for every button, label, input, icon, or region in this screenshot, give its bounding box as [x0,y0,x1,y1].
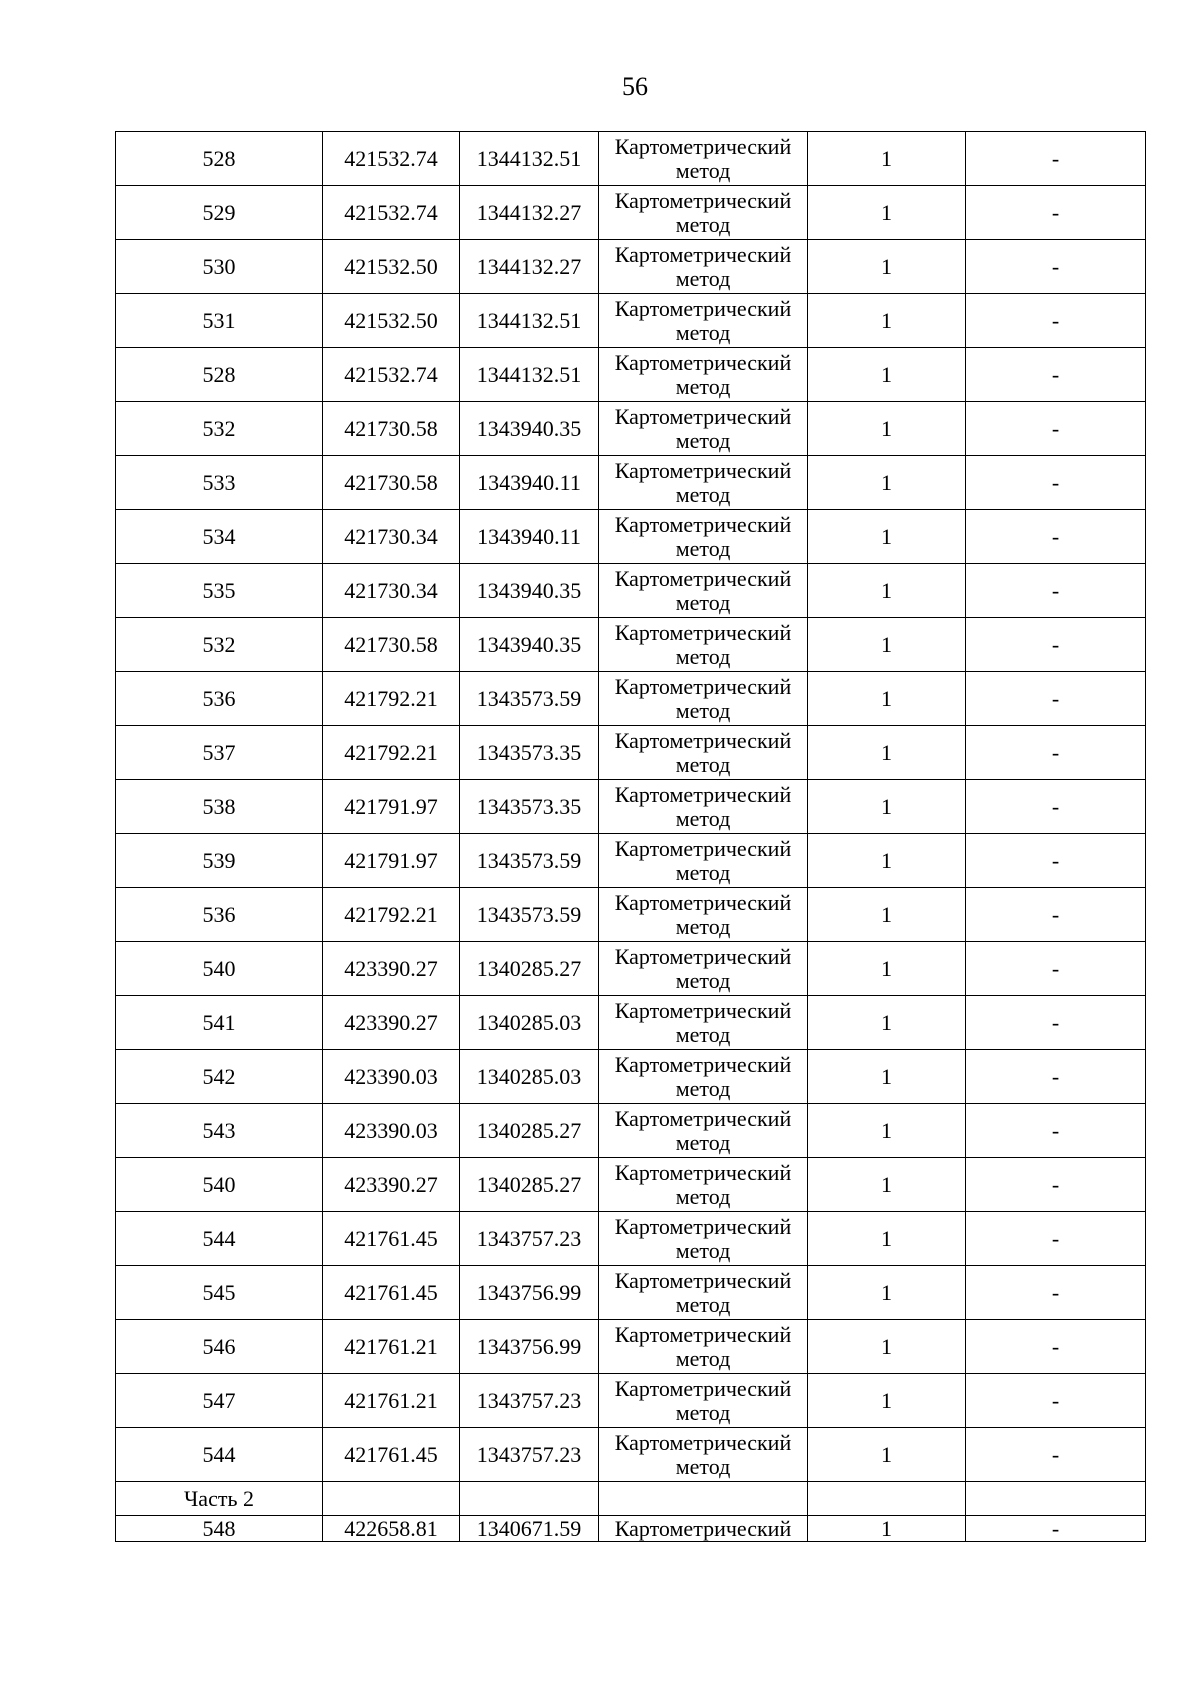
y-coordinate-cell: 1344132.27 [460,186,599,240]
method-word: метод [675,859,731,885]
method-word: метод [675,751,731,777]
method-cell [599,780,808,834]
y-coordinate-cell: 1343757.23 [460,1374,599,1428]
accuracy-cell: 1 [808,348,966,402]
x-coordinate-cell: 421730.58 [323,456,460,510]
note-cell: - [966,1428,1146,1482]
method-name: Картометрический [614,511,792,537]
method-word: метод [675,535,731,561]
point-number-cell: 540 [116,1158,323,1212]
accuracy-cell: 1 [808,834,966,888]
method-cell [599,1158,808,1212]
coordinates-table [115,131,1146,1542]
y-coordinate-cell: 1344132.51 [460,348,599,402]
table-row [116,456,1146,510]
table-row [116,618,1146,672]
note-cell: - [966,780,1146,834]
accuracy-cell: 1 [808,402,966,456]
note-cell: - [966,186,1146,240]
method-cell [599,240,808,294]
method-word: метод [675,1021,731,1047]
method-cell [599,726,808,780]
accuracy-cell: 1 [808,510,966,564]
method-word: метод [675,589,731,615]
method-word: метод [675,805,731,831]
method-name: Картометрический [614,997,792,1023]
point-number-cell: 547 [116,1374,323,1428]
table-row [116,402,1146,456]
note-cell: - [966,942,1146,996]
method-cell: Картометрический [599,1516,808,1542]
accuracy-cell: 1 [808,996,966,1050]
method-cell [599,132,808,186]
accuracy-cell: 1 [808,294,966,348]
y-coordinate-cell: 1343573.59 [460,834,599,888]
method-name: Картометрический [614,1429,792,1455]
x-coordinate-cell: 423390.03 [323,1104,460,1158]
point-number-cell: 534 [116,510,323,564]
y-coordinate-cell: 1343940.35 [460,402,599,456]
method-cell [599,510,808,564]
point-number-cell: 533 [116,456,323,510]
method-word: метод [675,1075,731,1101]
y-coordinate-cell: 1340285.27 [460,1104,599,1158]
table-row [116,132,1146,186]
note-cell: - [966,402,1146,456]
method-name: Картометрический [614,187,792,213]
method-word: метод [675,913,731,939]
point-number-cell: 528 [116,348,323,402]
method-cell [599,996,808,1050]
point-number-cell: 540 [116,942,323,996]
method-word: метод [675,481,731,507]
table-row [116,1050,1146,1104]
method-word: метод [675,157,731,183]
table-row [116,240,1146,294]
method-name: Картометрический [614,241,792,267]
note-cell: - [966,726,1146,780]
table-row [116,888,1146,942]
x-coordinate-cell: 421532.74 [323,186,460,240]
method-word: метод [675,967,731,993]
table-row [116,186,1146,240]
y-coordinate-cell: 1343757.23 [460,1428,599,1482]
accuracy-cell: 1 [808,1104,966,1158]
method-word: метод [675,697,731,723]
point-number-cell: 528 [116,132,323,186]
method-cell [599,672,808,726]
point-number-cell: 532 [116,618,323,672]
note-cell: - [966,996,1146,1050]
x-coordinate-cell: 421532.50 [323,240,460,294]
table-row [116,1516,1146,1542]
method-name: Картометрический [614,781,792,807]
accuracy-cell: 1 [808,1374,966,1428]
method-cell [599,294,808,348]
accuracy-cell: 1 [808,1050,966,1104]
method-word: метод [675,1399,731,1425]
method-cell [599,1374,808,1428]
y-coordinate-cell: 1344132.51 [460,294,599,348]
accuracy-cell: 1 [808,1158,966,1212]
y-coordinate-cell: 1343757.23 [460,1212,599,1266]
table-row [116,348,1146,402]
table-row [116,996,1146,1050]
x-coordinate-cell: 421761.45 [323,1428,460,1482]
point-number-cell: 541 [116,996,323,1050]
method-cell [599,402,808,456]
point-number-cell: 536 [116,888,323,942]
accuracy-cell: 1 [808,726,966,780]
method-name: Картометрический [614,133,792,159]
method-word: метод [675,1183,731,1209]
method-name: Картометрический [614,403,792,429]
y-coordinate-cell: 1340285.03 [460,996,599,1050]
method-name: Картометрический [614,295,792,321]
accuracy-cell: 1 [808,1428,966,1482]
method-name: Картометрический [614,1375,792,1401]
point-number-cell: 539 [116,834,323,888]
table-row [116,726,1146,780]
x-coordinate-cell: 421730.34 [323,564,460,618]
section-row [116,1482,1146,1516]
point-number-cell: 544 [116,1428,323,1482]
method-name: Картометрический [614,943,792,969]
x-coordinate-cell: 421761.45 [323,1266,460,1320]
method-cell [599,564,808,618]
y-coordinate-cell: 1343756.99 [460,1266,599,1320]
table-row [116,1104,1146,1158]
note-cell: - [966,1050,1146,1104]
method-word: метод [675,643,731,669]
note-cell: - [966,240,1146,294]
table-row [116,1212,1146,1266]
method-word: метод [675,265,731,291]
accuracy-cell: 1 [808,456,966,510]
y-coordinate-cell: 1340285.03 [460,1050,599,1104]
note-cell: - [966,888,1146,942]
y-coordinate-cell: 1343940.35 [460,564,599,618]
method-cell [599,1266,808,1320]
x-coordinate-cell: 423390.27 [323,1158,460,1212]
method-name: Картометрический [614,1105,792,1131]
table-row [116,1266,1146,1320]
x-coordinate-cell: 421730.34 [323,510,460,564]
note-cell: - [966,456,1146,510]
y-coordinate-cell: 1340671.59 [460,1516,599,1542]
accuracy-cell: 1 [808,1320,966,1374]
point-number-cell: 545 [116,1266,323,1320]
point-number-cell: 546 [116,1320,323,1374]
note-cell: - [966,132,1146,186]
accuracy-cell: 1 [808,1266,966,1320]
method-word: метод [675,1291,731,1317]
method-cell [599,1212,808,1266]
method-cell [599,1320,808,1374]
point-number-cell: 536 [116,672,323,726]
y-coordinate-cell: 1343756.99 [460,1320,599,1374]
table-row [116,942,1146,996]
point-number-cell: 537 [116,726,323,780]
x-coordinate-cell: 421791.97 [323,780,460,834]
table-row [116,834,1146,888]
method-cell [599,456,808,510]
x-coordinate-cell: 421791.97 [323,834,460,888]
method-word: метод [675,1129,731,1155]
table-row [116,1428,1146,1482]
method-name: Картометрический [614,619,792,645]
x-coordinate-cell: 421761.45 [323,1212,460,1266]
method-word: метод [675,427,731,453]
x-coordinate-cell: 422658.81 [323,1516,460,1542]
method-name: Картометрический [614,1213,792,1239]
table-row [116,780,1146,834]
note-cell: - [966,1104,1146,1158]
method-name: Картометрический [614,565,792,591]
note-cell: - [966,294,1146,348]
empty-cell [966,1482,1146,1516]
method-name: Картометрический [614,889,792,915]
y-coordinate-cell: 1343573.35 [460,726,599,780]
method-name: Картометрический [614,1051,792,1077]
method-word: метод [675,319,731,345]
method-cell [599,1050,808,1104]
y-coordinate-cell: 1344132.51 [460,132,599,186]
point-number-cell: 542 [116,1050,323,1104]
note-cell: - [966,564,1146,618]
table-row [116,1374,1146,1428]
note-cell: - [966,1516,1146,1542]
method-word: метод [675,211,731,237]
table-row [116,1158,1146,1212]
accuracy-cell: 1 [808,186,966,240]
method-cell [599,618,808,672]
table-row [116,672,1146,726]
method-cell [599,186,808,240]
method-cell [599,942,808,996]
note-cell: - [966,672,1146,726]
method-word: метод [675,373,731,399]
x-coordinate-cell: 421730.58 [323,402,460,456]
method-name: Картометрический [614,727,792,753]
y-coordinate-cell: 1340285.27 [460,942,599,996]
accuracy-cell: 1 [808,1516,966,1542]
accuracy-cell: 1 [808,132,966,186]
note-cell: - [966,1158,1146,1212]
x-coordinate-cell: 421532.74 [323,132,460,186]
note-cell: - [966,1320,1146,1374]
y-coordinate-cell: 1343940.11 [460,456,599,510]
accuracy-cell: 1 [808,888,966,942]
method-cell [599,1428,808,1482]
page-number: 56 [622,72,648,101]
section-label: Часть 2 [116,1482,323,1516]
coordinates-table-body [116,132,1146,1542]
point-number-cell: 538 [116,780,323,834]
note-cell: - [966,510,1146,564]
empty-cell [460,1482,599,1516]
point-number-cell: 543 [116,1104,323,1158]
accuracy-cell: 1 [808,618,966,672]
accuracy-cell: 1 [808,240,966,294]
x-coordinate-cell: 423390.27 [323,942,460,996]
accuracy-cell: 1 [808,780,966,834]
x-coordinate-cell: 421761.21 [323,1320,460,1374]
note-cell: - [966,618,1146,672]
x-coordinate-cell: 421761.21 [323,1374,460,1428]
empty-cell [808,1482,966,1516]
method-name: Картометрический [614,835,792,861]
method-name: Картометрический [614,457,792,483]
accuracy-cell: 1 [808,564,966,618]
empty-cell [323,1482,460,1516]
method-name: Картометрический [614,1267,792,1293]
x-coordinate-cell: 421532.50 [323,294,460,348]
point-number-cell: 529 [116,186,323,240]
method-cell [599,834,808,888]
y-coordinate-cell: 1344132.27 [460,240,599,294]
method-name: Картометрический [614,673,792,699]
point-number-cell: 532 [116,402,323,456]
table-row [116,510,1146,564]
x-coordinate-cell: 423390.03 [323,1050,460,1104]
method-name: Картометрический [614,349,792,375]
table-row [116,294,1146,348]
empty-cell [599,1482,808,1516]
note-cell: - [966,1374,1146,1428]
y-coordinate-cell: 1343573.35 [460,780,599,834]
method-cell [599,1104,808,1158]
point-number-cell: 530 [116,240,323,294]
note-cell: - [966,1266,1146,1320]
note-cell: - [966,1212,1146,1266]
y-coordinate-cell: 1343573.59 [460,888,599,942]
note-cell: - [966,834,1146,888]
point-number-cell: 535 [116,564,323,618]
method-cell [599,348,808,402]
point-number-cell: 544 [116,1212,323,1266]
x-coordinate-cell: 421792.21 [323,726,460,780]
accuracy-cell: 1 [808,942,966,996]
method-name: Картометрический [614,1159,792,1185]
point-number-cell: 531 [116,294,323,348]
x-coordinate-cell: 423390.27 [323,996,460,1050]
accuracy-cell: 1 [808,672,966,726]
method-word: метод [675,1237,731,1263]
x-coordinate-cell: 421532.74 [323,348,460,402]
method-word: метод [675,1345,731,1371]
y-coordinate-cell: 1343573.59 [460,672,599,726]
y-coordinate-cell: 1343940.35 [460,618,599,672]
table-row [116,564,1146,618]
y-coordinate-cell: 1340285.27 [460,1158,599,1212]
table-row [116,1320,1146,1374]
accuracy-cell: 1 [808,1212,966,1266]
y-coordinate-cell: 1343940.11 [460,510,599,564]
method-cell [599,888,808,942]
x-coordinate-cell: 421792.21 [323,888,460,942]
method-name: Картометрический [614,1321,792,1347]
note-cell: - [966,348,1146,402]
x-coordinate-cell: 421792.21 [323,672,460,726]
x-coordinate-cell: 421730.58 [323,618,460,672]
point-number-cell: 548 [116,1516,323,1542]
method-word: метод [675,1453,731,1479]
